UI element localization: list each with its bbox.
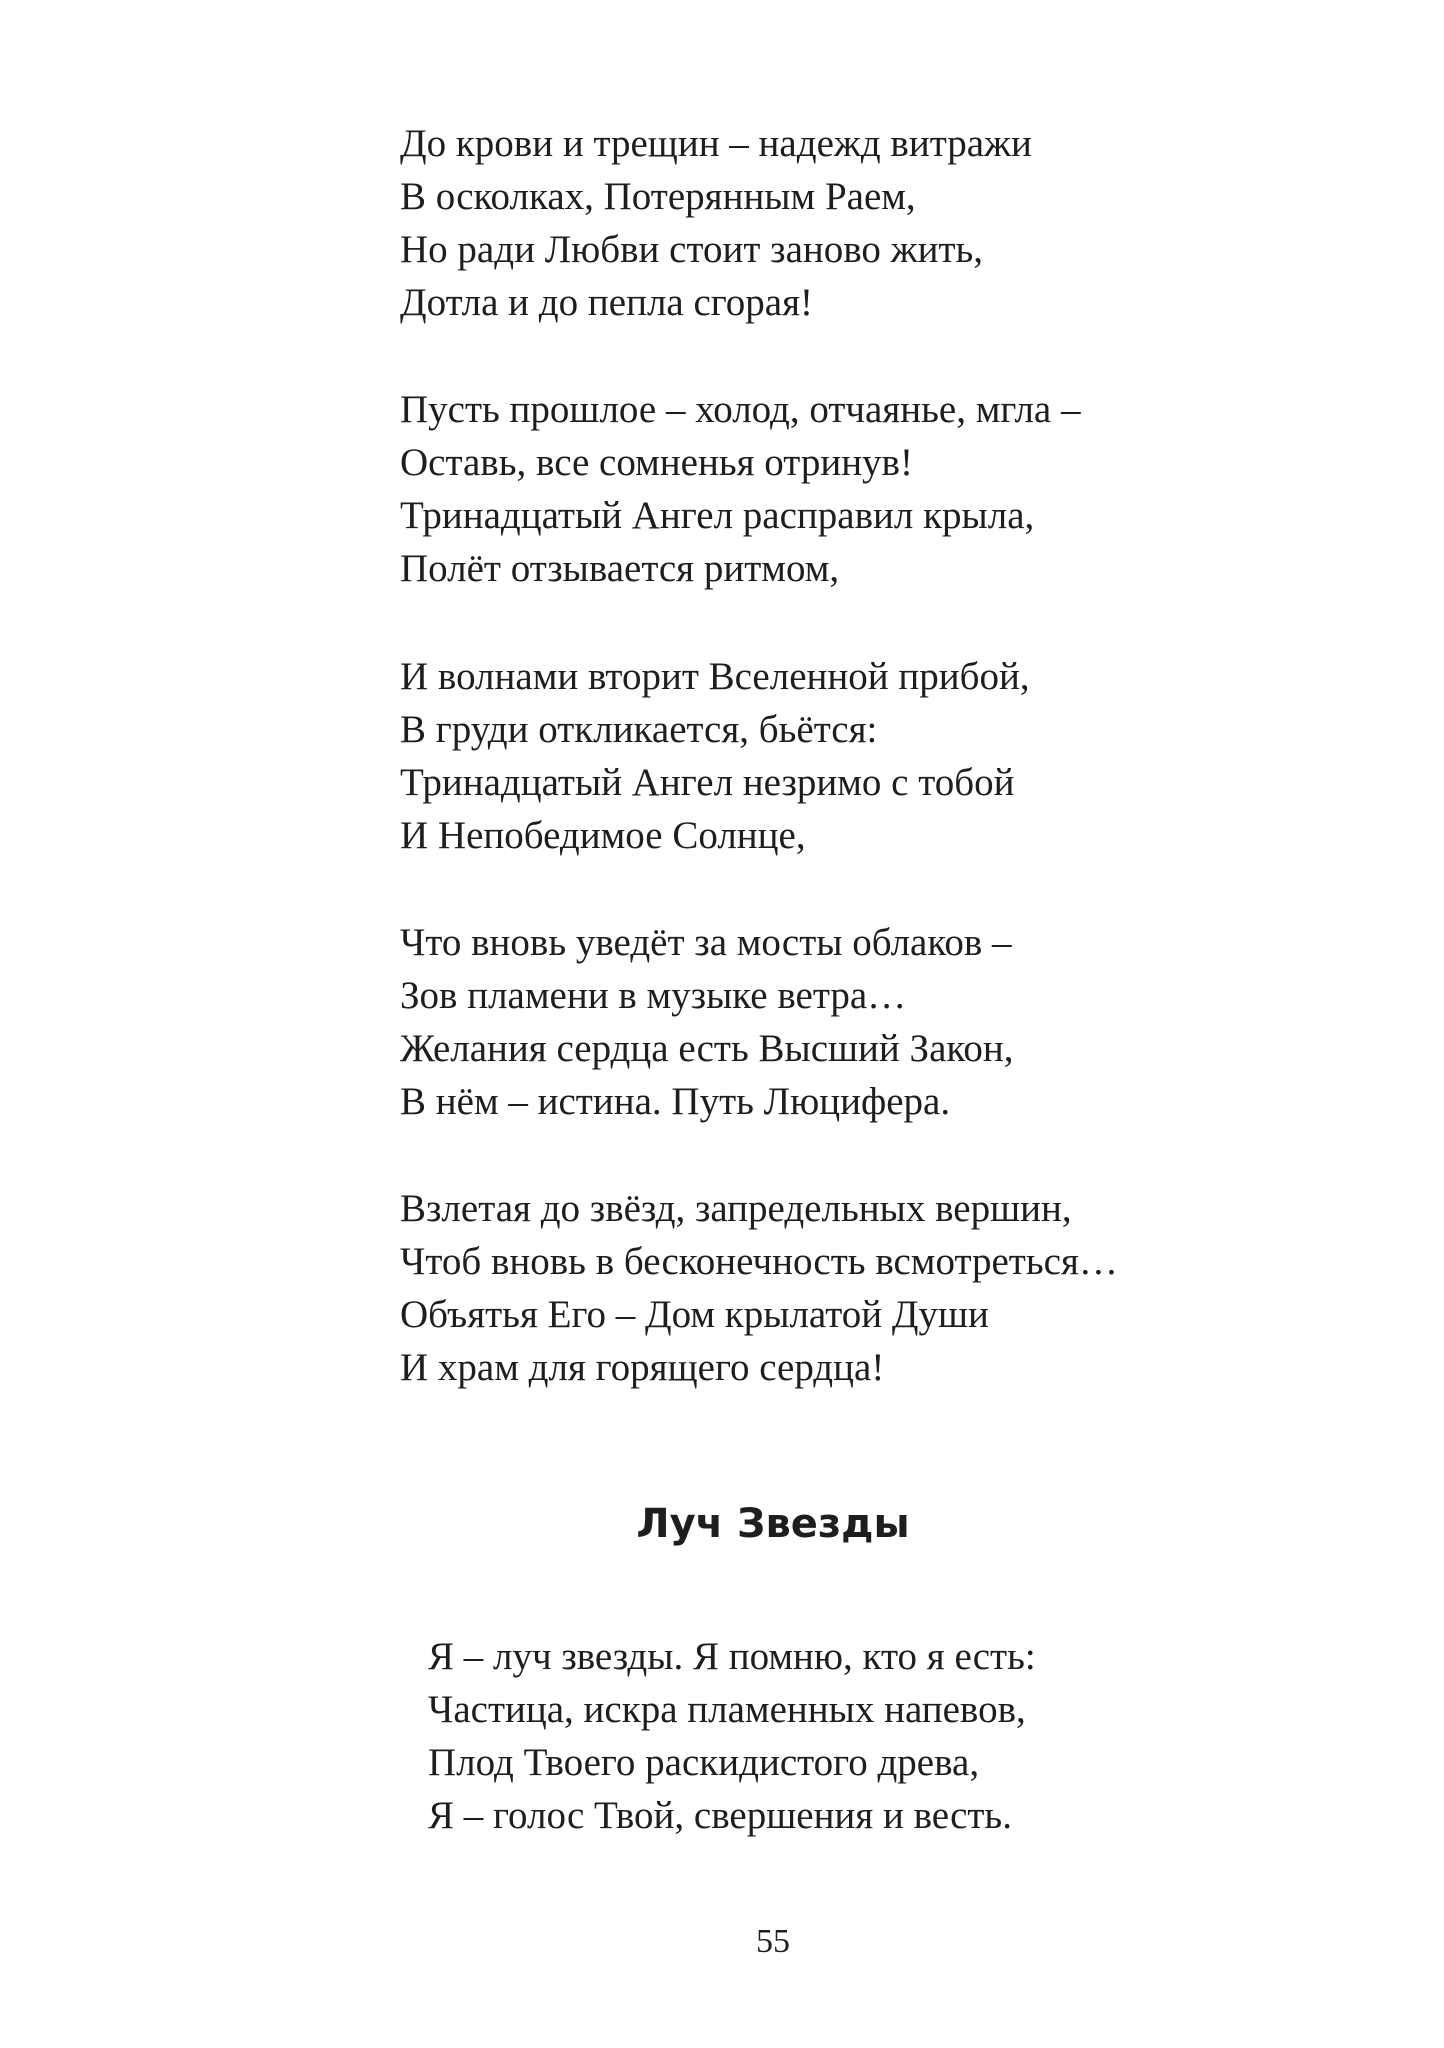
poem-line: Дотла и до пепла сгорая!	[400, 281, 814, 324]
poem-line: Объятья Его – Дом крылатой Души	[400, 1293, 989, 1336]
poem-line: Тринадцатый Ангел расправил крыла,	[400, 494, 1035, 537]
poem-line: Чтоб вновь в бесконечность всмотреться…	[400, 1240, 1118, 1283]
poem-line: Тринадцатый Ангел незримо с тобой	[400, 761, 1015, 804]
poem-line: Что вновь уведёт за мосты облаков –	[400, 921, 1012, 964]
poem-title: Луч Звезды	[636, 1501, 910, 1547]
poem-line: Зов пламени в музыке ветра…	[400, 974, 907, 1017]
stanza-1	[400, 117, 1032, 329]
page-number: 55	[756, 1923, 790, 1960]
poem-line: Оставь, все сомненья отринув!	[400, 441, 913, 484]
poem-line: Я – голос Твой, свершения и весть.	[428, 1794, 1012, 1837]
poem-line: В осколках, Потерянным Раем,	[400, 175, 916, 218]
poem-line: Желания сердца есть Высший Закон,	[400, 1027, 1014, 1070]
poem-line: И храм для горящего сердца!	[400, 1346, 885, 1389]
poem-line: Взлетая до звёзд, запредельных вершин,	[400, 1187, 1072, 1230]
poem-line: Я – луч звезды. Я помню, кто я есть:	[428, 1635, 1036, 1678]
poem-line: Частица, искра пламенных напевов,	[428, 1688, 1026, 1731]
stanza-3	[400, 650, 1030, 862]
poem-line: В груди откликается, бьётся:	[400, 708, 878, 751]
stanza-4	[400, 916, 1014, 1128]
poem-line: И Непобедимое Солнце,	[400, 814, 806, 857]
stanza-5	[400, 1182, 1118, 1394]
poem-line: В нём – истина. Путь Люцифера.	[400, 1080, 951, 1123]
poem-line: Но ради Любви стоит заново жить,	[400, 228, 984, 271]
poem-line: И волнами вторит Вселенной прибой,	[400, 655, 1030, 698]
poem-line: Полёт отзывается ритмом,	[400, 547, 840, 590]
poem-line: До крови и трещин – надежд витражи	[400, 122, 1032, 165]
next-poem-stanza-1	[428, 1630, 1036, 1842]
stanza-2	[400, 383, 1080, 595]
poem-line: Пусть прошлое – холод, отчаянье, мгла –	[400, 388, 1081, 431]
poem-line: Плод Твоего раскидистого древа,	[428, 1741, 980, 1784]
